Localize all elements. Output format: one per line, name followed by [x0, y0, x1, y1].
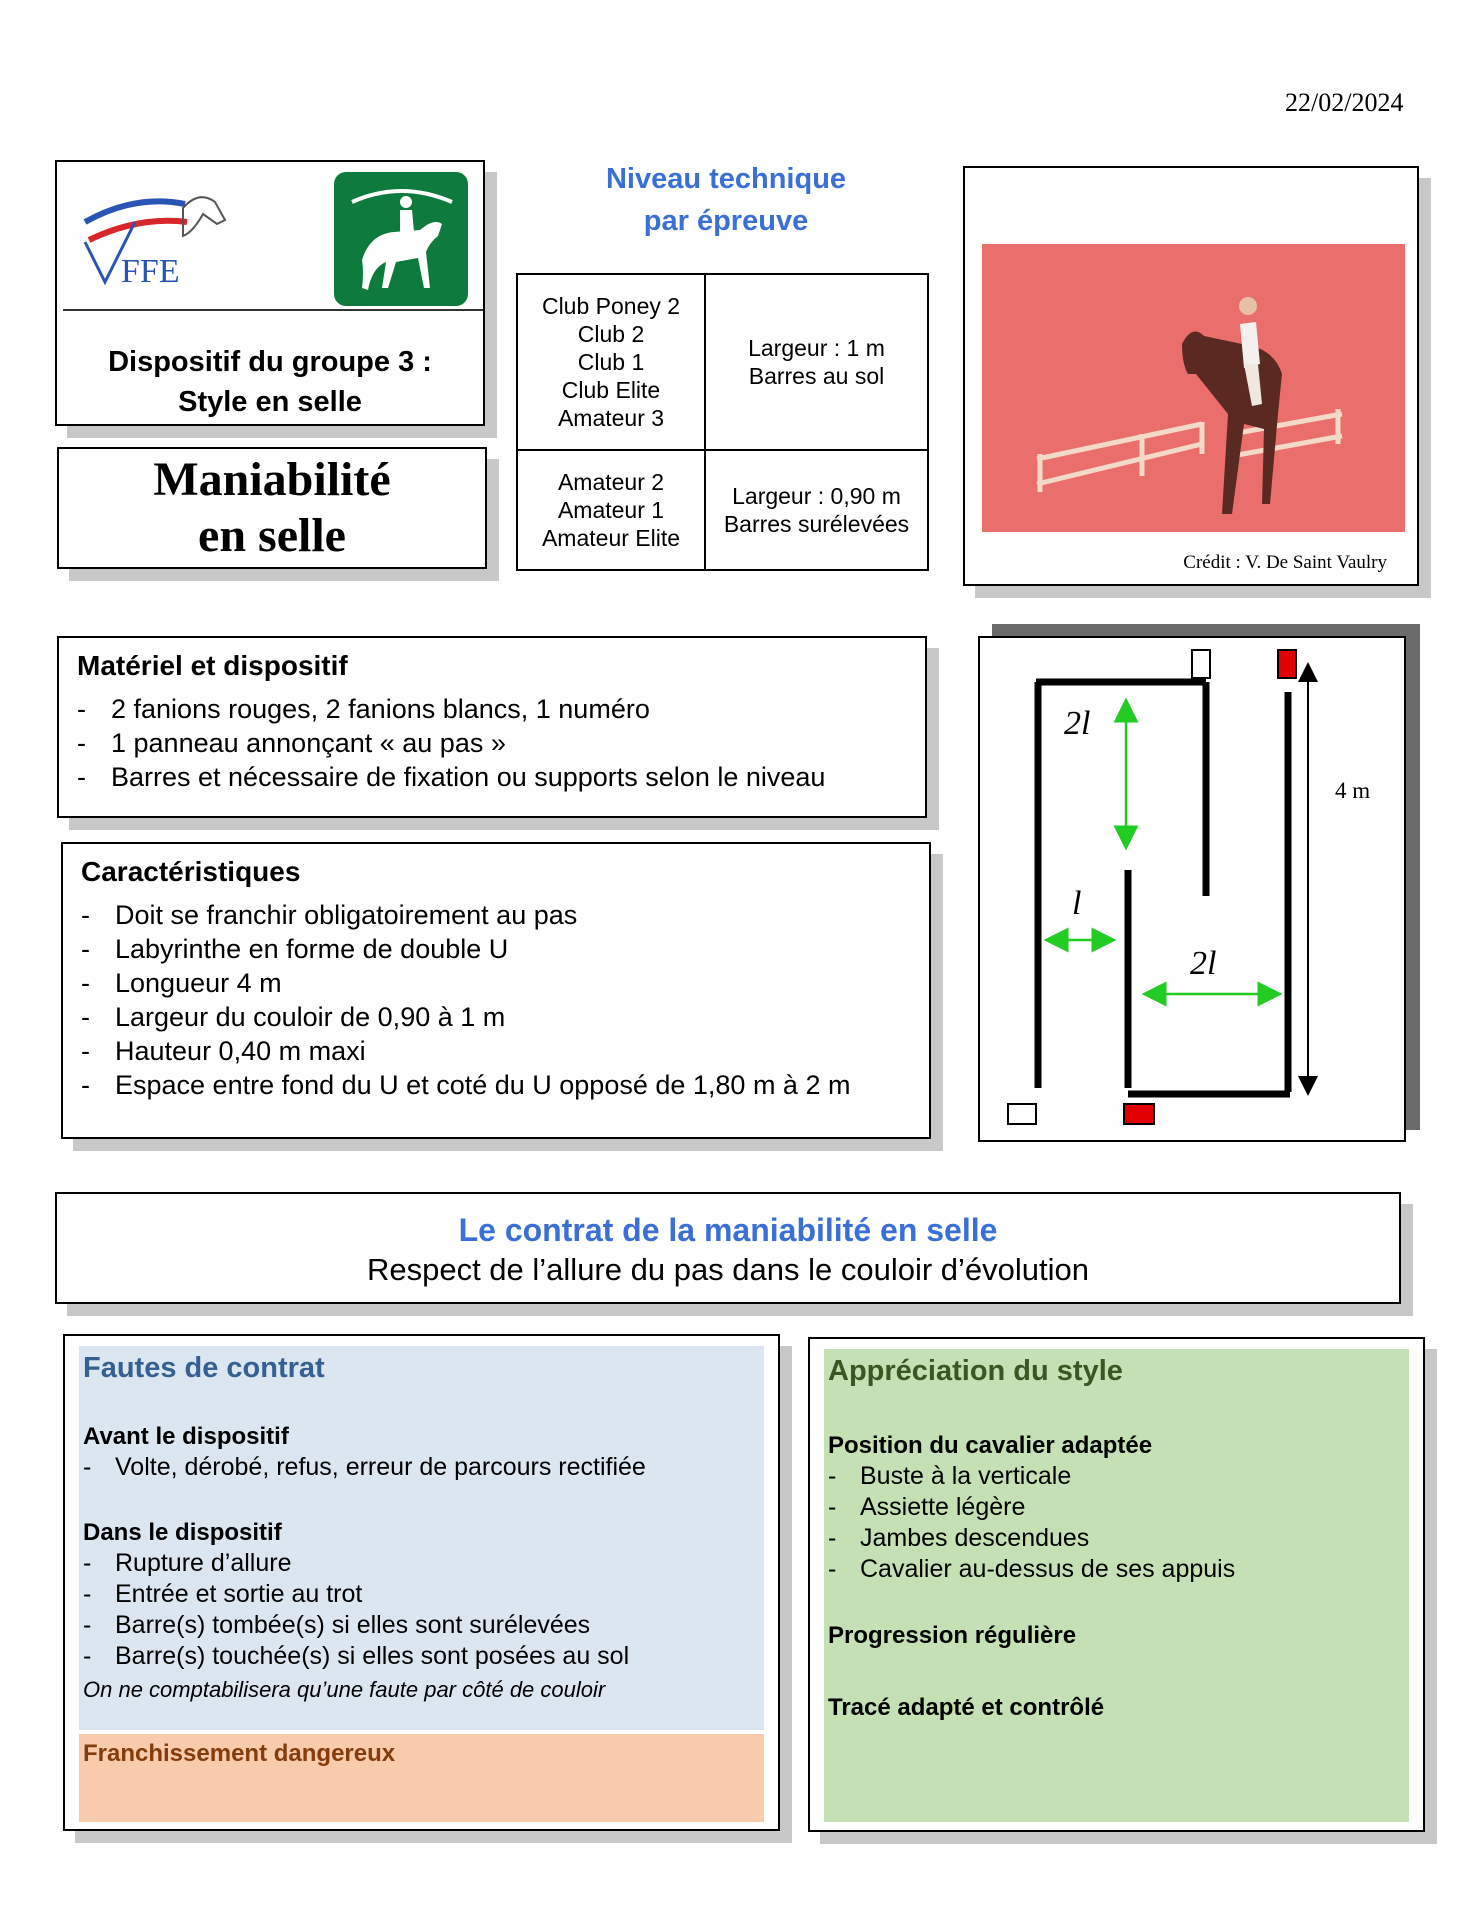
fautes-title: Fautes de contrat: [83, 1352, 325, 1384]
red-flag-bottom: [1124, 1104, 1154, 1124]
list-item: - Largeur du couloir de 0,90 à 1 m: [81, 1000, 911, 1034]
niveau-table: [516, 273, 929, 571]
niveau-title-line2: par épreuve: [643, 205, 809, 237]
main-title-box: [57, 447, 487, 569]
list-item: - Cavalier au-dessus de ses appuis: [828, 1554, 1235, 1585]
caracteristiques-title: Caractéristiques: [81, 856, 301, 887]
list-item: - Longueur 4 m: [81, 966, 911, 1000]
niveau-title: [516, 158, 936, 242]
main-title-line2: en selle: [198, 509, 346, 562]
niveau-spec-cell: [705, 274, 928, 450]
level-item: Club Poney 2: [541, 293, 681, 319]
niveau-row: [517, 450, 928, 570]
group-title-line1: Dispositif du groupe 3 :: [108, 346, 432, 378]
niveau-row: [517, 274, 928, 450]
level-item: Amateur 2: [557, 469, 665, 495]
rider-illustration: [982, 244, 1405, 532]
caracteristiques-section: [61, 842, 931, 1139]
photo-box: [963, 166, 1419, 586]
list-item: - Espace entre fond du U et coté du U opposé de 1,80 m à 2 m: [81, 1068, 911, 1102]
horse-rider-icon: [334, 172, 468, 306]
spec-item: Barres au sol: [748, 363, 885, 389]
document-date: 22/02/2024: [1285, 88, 1404, 117]
list-item: - 1 panneau annonçant « au pas »: [77, 726, 907, 760]
level-item: Amateur Elite: [541, 525, 681, 551]
list-item: - Buste à la verticale: [828, 1461, 1235, 1492]
ffe-logo: [75, 182, 255, 292]
header-logo-box: [55, 160, 485, 426]
style-title: Appréciation du style: [828, 1355, 1123, 1387]
level-item: Club Elite: [561, 377, 661, 403]
avant-title: Avant le dispositif: [83, 1423, 289, 1450]
horse-rider-drawing: [982, 244, 1405, 532]
label-length: 4 m: [1335, 778, 1371, 803]
list-item: - Rupture d’allure: [83, 1548, 629, 1579]
group-title: [57, 342, 483, 422]
list-item: - Jambes descendues: [828, 1523, 1235, 1554]
list-item: - Labyrinthe en forme de double U: [81, 932, 911, 966]
niveau-levels-cell: [517, 274, 705, 450]
labyrinth-diagram: [980, 638, 1404, 1140]
list-item: - Barres et nécessaire de fixation ou supports selon le niveau: [77, 760, 907, 794]
list-item: - Entrée et sortie au trot: [83, 1579, 629, 1610]
list-item: - Hauteur 0,40 m maxi: [81, 1034, 911, 1068]
label-l: l: [1072, 885, 1082, 922]
niveau-spec-cell: [705, 450, 928, 570]
horse-rider-logo: [334, 172, 468, 306]
progression-title: Progression régulière: [828, 1622, 1077, 1649]
level-item: Amateur 1: [557, 497, 665, 523]
list-item: - Barre(s) tombée(s) si elles sont surélevées: [83, 1610, 629, 1641]
list-item: - Assiette légère: [828, 1492, 1235, 1523]
list-item: - Doit se franchir obligatoirement au pas: [81, 898, 911, 932]
logo-separator: [63, 309, 483, 311]
red-flag-top: [1278, 650, 1296, 678]
spec-item: Largeur : 1 m: [748, 335, 885, 361]
trace-title: Tracé adapté et contrôlé: [828, 1694, 1105, 1721]
list-item: - 2 fanions rouges, 2 fanions blancs, 1 numéro: [77, 692, 907, 726]
fautes-section: [63, 1334, 780, 1831]
list-item: - Volte, dérobé, refus, erreur de parcours rectifiée: [83, 1452, 646, 1483]
level-item: Amateur 3: [557, 405, 665, 431]
contrat-box: [55, 1192, 1401, 1304]
style-section: [808, 1337, 1425, 1832]
spec-item: Largeur : 0,90 m: [732, 483, 901, 509]
style-panel: [824, 1349, 1409, 1822]
level-item: Club 2: [577, 321, 645, 347]
materiel-section: [57, 636, 927, 818]
main-title-line1: Maniabilité: [153, 453, 391, 506]
dans-list: [83, 1548, 629, 1672]
photo-credit: Crédit : V. De Saint Vaulry: [1183, 552, 1387, 573]
white-flag-bottom: [1008, 1104, 1036, 1124]
level-item: Club 1: [577, 349, 645, 375]
niveau-title-line1: Niveau technique: [605, 163, 847, 195]
position-title: Position du cavalier adaptée: [828, 1432, 1153, 1459]
white-flag-top: [1192, 650, 1210, 678]
materiel-list: [77, 692, 907, 794]
spec-item: Barres surélevées: [723, 511, 910, 537]
fautes-note: On ne comptabilisera qu’une faute par côté de couloir: [83, 1677, 606, 1702]
contrat-subtitle: Respect de l’allure du pas dans le couloir d’évolution: [366, 1252, 1090, 1287]
caracteristiques-list: [81, 898, 911, 1102]
niveau-levels-cell: [517, 450, 705, 570]
group-title-line2: Style en selle: [178, 386, 362, 418]
contrat-title: Le contrat de la maniabilité en selle: [458, 1212, 998, 1248]
avant-list: [83, 1452, 646, 1483]
fautes-panel: [79, 1346, 764, 1730]
label-2l-bottom: 2l: [1190, 945, 1217, 982]
labyrinth-diagram-box: [978, 636, 1406, 1142]
ffe-logo-text: FFE: [121, 253, 180, 290]
list-item: - Barre(s) touchée(s) si elles sont posées au sol: [83, 1641, 629, 1672]
dangereux-panel: [79, 1734, 764, 1822]
dans-title: Dans le dispositif: [83, 1519, 282, 1546]
position-list: [828, 1461, 1235, 1585]
label-2l-top: 2l: [1064, 705, 1091, 742]
materiel-title: Matériel et dispositif: [77, 650, 348, 681]
dangereux-title: Franchissement dangereux: [83, 1740, 396, 1767]
